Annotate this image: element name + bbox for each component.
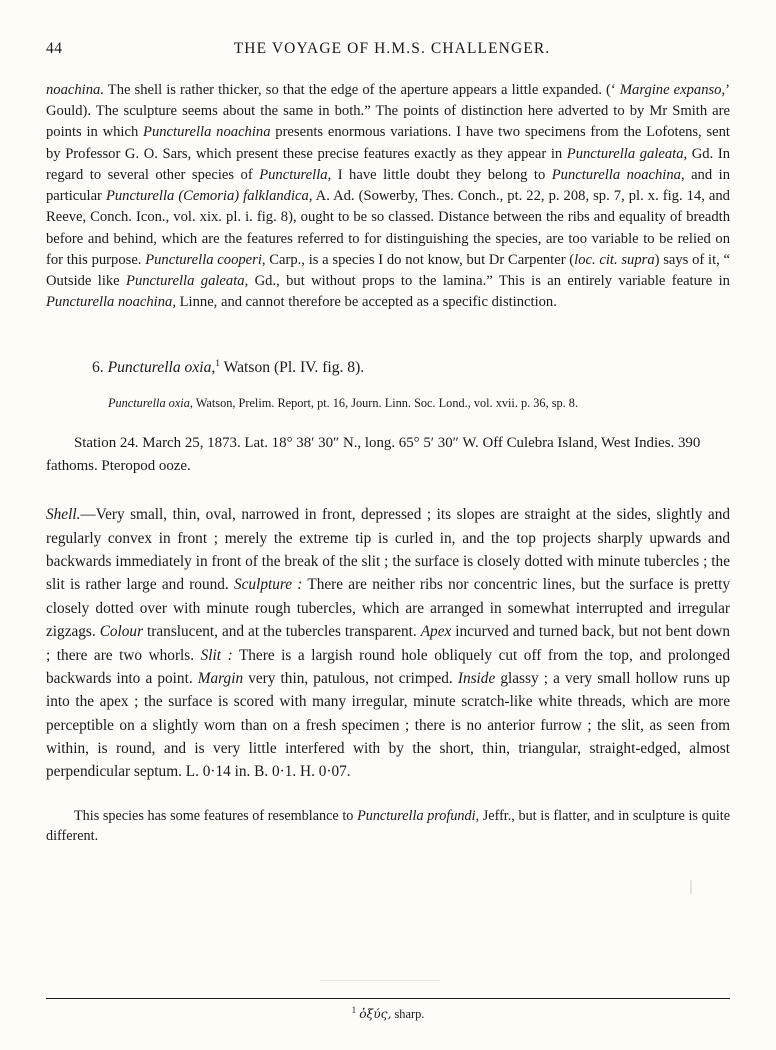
species-name: Puncturella oxia, (107, 359, 216, 377)
footnote-number: 1 (351, 1004, 357, 1015)
description-lead: Shell. (46, 506, 81, 524)
page-header (46, 40, 730, 70)
continuation-paragraph: noachina. The shell is rather thicker, so that the edge of the aperture appears a little expanded. (‘ Margine expanso,’ Gould). The sculpture seems about the same in both.” The points of distinction here adverted to by Mr Smith are points in which Puncturella noachina presents enormous variations. I have two specimens from the Lofotens, sent by Professor G. O. Sars, which present these precise features exactly as they appear in Puncturella galeata, Gd. In regard to several other species of Puncturella, I have little doubt they belong to Puncturella noachina, and in particular Puncturella (Cemoria) falklandica, A. Ad. (Sowerby, Thes. Conch., pt. 22, p. 208, sp. 7, pl. x. fig. 14, and Reeve, Conch. Icon., vol. xix. pl. i. fig. 8), ought to be so classed. Distance between the ribs and equality of breadth before and behind, which are the features referred to for distinguishing the species, are too variable to be relied on for this purpose. Puncturella cooperi, Carp., is a species I do not know, but Dr Carpenter (loc. cit. supra) says of it, “ Outside like Puncturella galeata, Gd., but without props to the lamina.” This is an entirely variable feature in Puncturella noachina, Linne, and cannot therefore be accepted as a specific distinction. (46, 82, 730, 311)
footnote-area (46, 998, 730, 1022)
species-synonymy: Puncturella oxia, Watson, Prelim. Report, pt. 16, Journ. Linn. Soc. Lond., vol. xvii. p. 36, sp. 8. (108, 396, 579, 411)
species-description: Shell.—Very small, thin, oval, narrowed in front, depressed ; its slopes are straight at the sides, slightly and regularly convex in front ; merely the extreme tip is curled in, and the top projects sharply upwards and backwards immediately in front of the break of the slit ; the surface is closely dotted with minute tubercles ; the slit is rather large and round. Sculpture : There are neither ribs nor concentric lines, but the surface is pretty closely dotted over with minute rough tubercles, which are arranged in somewhat interrupted and irregular zigzags. Colour translucent, and at the tubercles transparent. Apex incurved and turned back, but not bent down ; there are two whorls. Slit : There is a largish round hole obliquely cut off from the top, and prolonged backwards into a point. Margin very thin, patulous, not crimped. Inside glassy ; a very small hollow runs up into the apex ; the surface is scored with many irregular, minute scratch-like white threads, which are more perceptible on a slightly worn than on a fresh specimen ; there is no anterior furrow ; the slit, as seen from within, is round, and is very little interfered with by the short, thin, triangular, straight-edged, almost perpendicular septum. L. 0·14 in. B. 0·1. H. 0·07. (46, 506, 730, 781)
species-number: 6. (92, 359, 104, 377)
species-author: Watson (Pl. IV. fig. 8). (223, 359, 365, 377)
page-crease (320, 980, 440, 981)
station-record: Station 24. March 25, 1873. Lat. 18° 38′ 30″ N., long. 65° 5′ 30″ W. Off Culebra Island, West Indies. 390 fathoms. Pteropod ooze. (46, 435, 701, 474)
footnote-greek-term: ὀξύς, (359, 1007, 392, 1021)
footnote-marker: 1 (215, 359, 221, 370)
page-blemish (690, 880, 692, 894)
footnote-gloss: sharp. (394, 1007, 425, 1021)
closing-remark: This species has some features of resemblance to Puncturella profundi, Jeffr., but is flatter, and in sculpture is quite different. (46, 807, 730, 845)
page-number: 44 (46, 40, 63, 57)
footnote-divider (46, 998, 730, 999)
running-title: THE VOYAGE OF H.M.S. CHALLENGER. (233, 40, 551, 57)
footnote (46, 1004, 730, 1022)
page-body (46, 80, 730, 847)
species-heading (46, 357, 730, 379)
